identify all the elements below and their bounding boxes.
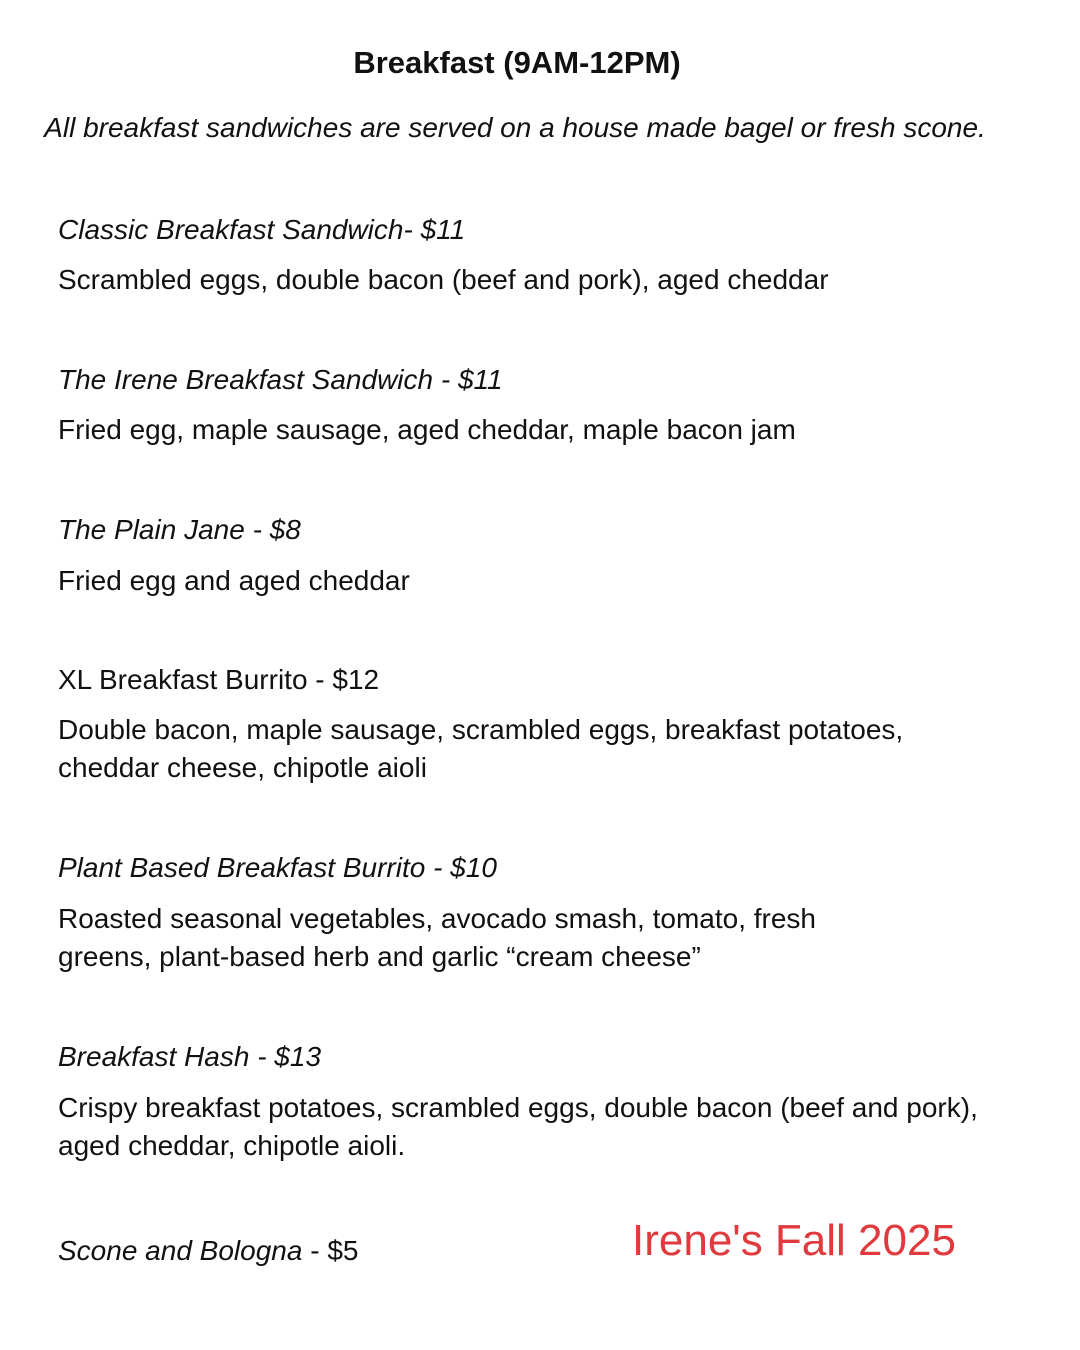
item-description-xl-breakfast-burrito: Double bacon, maple sausage, scrambled eggs, breakfast potatoes, cheddar cheese, chipotle aioli [58, 714, 904, 783]
watermark-label: Irene's Fall 2025 [632, 1216, 956, 1265]
item-name-scone-and-bologna [58, 1233, 358, 1269]
item-name-plain-jane: The Plain Jane - $8 [58, 514, 301, 545]
item-name-plant-based-burrito: Plant Based Breakfast Burrito - $10 [58, 852, 497, 883]
item-name-breakfast-hash: Breakfast Hash - $13 [58, 1041, 322, 1072]
menu-title: Breakfast (9AM-12PM) [353, 45, 681, 80]
item-description-plain-jane: Fried egg and aged cheddar [58, 565, 410, 596]
item-name-xl-breakfast-burrito: XL Breakfast Burrito - $12 [58, 664, 380, 695]
item-description-classic-breakfast-sandwich: Scrambled eggs, double bacon (beef and pork), aged cheddar [58, 264, 829, 295]
item-name-classic-breakfast-sandwich: Classic Breakfast Sandwich- $11 [58, 214, 466, 245]
item-description-breakfast-hash: Crispy breakfast potatoes, scrambled eggs, double bacon (beef and pork), aged cheddar, chipotle aioli. [58, 1092, 978, 1161]
item-name-irene-breakfast-sandwich: The Irene Breakfast Sandwich - $11 [58, 364, 503, 395]
item-name-scone-and-bologna-title: Scone and Bologna [58, 1235, 303, 1266]
menu-subtitle: All breakfast sandwiches are served on a house made bagel or fresh scone. [44, 112, 986, 143]
item-description-plant-based-burrito: Roasted seasonal vegetables, avocado smash, tomato, fresh greens, plant-based herb and garlic “cream cheese” [58, 903, 816, 972]
item-description-irene-breakfast-sandwich: Fried egg, maple sausage, aged cheddar, maple bacon jam [58, 414, 796, 445]
item-price-scone-and-bologna: - $5 [302, 1235, 359, 1266]
